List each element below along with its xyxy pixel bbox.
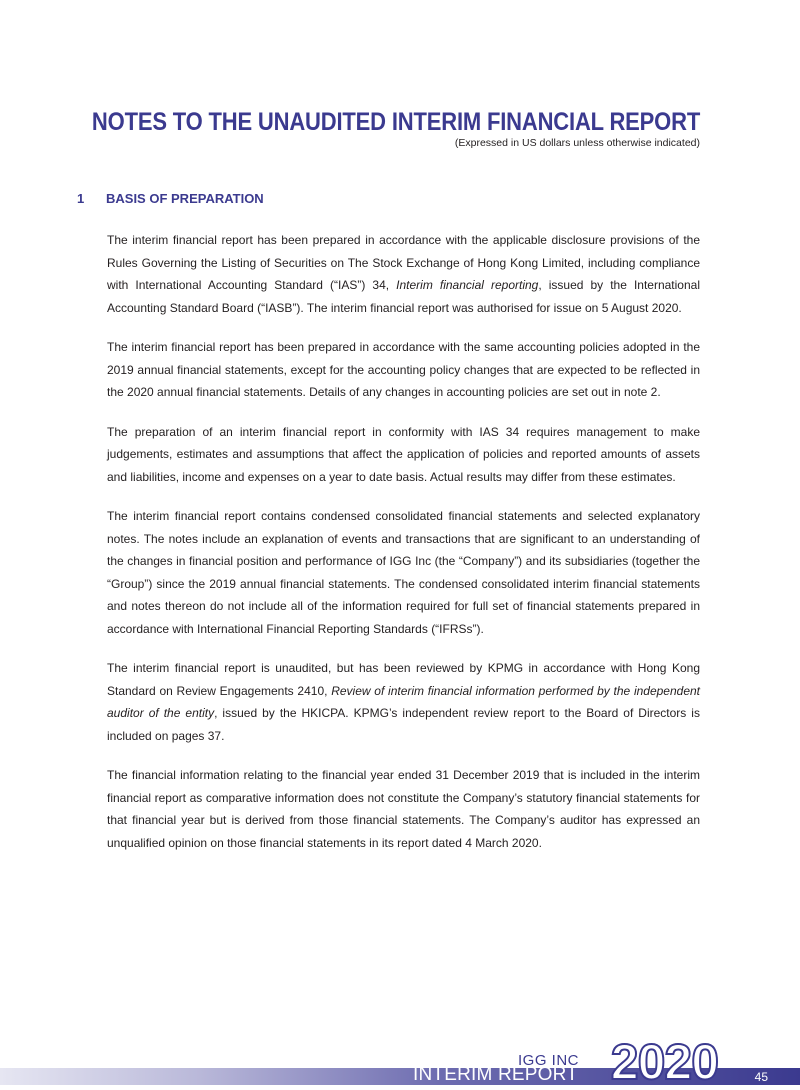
paragraph-1-text-b: , issued by the International Accounting Standard Board (“IASB”). The interim financial report was authorised for issue on 5 August 2020.: [107, 278, 700, 315]
page-number: 45: [754, 1070, 768, 1084]
paragraph-5-text-a: The interim financial report is unaudited, but has been reviewed by KPMG in accordance with Hong Kong Standard on Review Engagements 2410,: [107, 661, 700, 698]
section-heading: [77, 191, 264, 206]
page-subtitle: (Expressed in US dollars unless otherwise indicated): [454, 137, 700, 149]
paragraph-5: [107, 657, 700, 747]
footer-year-logo: 2020: [610, 1034, 718, 1090]
paragraph-1-text-a: The interim financial report has been prepared in accordance with the applicable disclosure provisions of the Rules Governing the Listing of Securities on The Stock Exchange of Hong Kong Limited, including compliance with International Accounting Standard (“IAS”) 34,: [107, 233, 700, 292]
paragraph-3: The preparation of an interim financial report in conformity with IAS 34 requires management to make judgements, estimates and assumptions that affect the application of policies and reported amounts of assets and liabilities, income and expenses on a year to date basis. Actual results may differ from these estimates.: [107, 424, 700, 484]
paragraph-5-text-b: , issued by the HKICPA. KPMG’s independent review report to the Board of Directors is included on pages 37.: [107, 706, 700, 743]
paragraph-4: The interim financial report contains condensed consolidated financial statements and selected explanatory notes. The notes include an explanation of events and transactions that are significant to an understanding of the changes in financial position and performance of IGG Inc (the “Company”) and its subsidiaries (together the “Group”) since the 2019 annual financial statements. The condensed consolidated interim financial statements and notes thereon do not include all of the information required for full set of financial statements prepared in accordance with International Financial Reporting Standards (“IFRSs”).: [107, 509, 700, 636]
section-title: BASIS OF PREPARATION: [106, 191, 264, 206]
section-number: 1: [77, 191, 85, 206]
footer-report-name: INTERIM REPORT: [412, 1064, 578, 1085]
paragraph-2: The interim financial report has been prepared in accordance with the same accounting policies adopted in the 2019 annual financial statements, except for the accounting policy changes that are expected to be reflected in the 2020 annual financial statements. Details of any changes in accounting policies are set out in note 2.: [107, 340, 700, 399]
page-title: NOTES TO THE UNAUDITED INTERIM FINANCIAL REPORT: [91, 108, 700, 136]
page-footer: [0, 1034, 800, 1090]
paragraph-1: [107, 229, 700, 319]
paragraph-1-italic: Interim financial reporting: [396, 278, 539, 292]
section-body: [107, 229, 700, 871]
footer-company-name: IGG INC: [517, 1052, 579, 1069]
paragraph-5-italic: Review of interim financial information performed by the independent auditor of the entity: [107, 683, 701, 720]
page-header: [9, 108, 700, 149]
paragraph-6: The financial information relating to the financial year ended 31 December 2019 that is included in the interim financial report as comparative information does not constitute the Company’s statutory financial statements for that financial year but is derived from those financial statements. The Company’s auditor has expressed an unqualified opinion on those financial statements in its report dated 4 March 2020.: [107, 768, 700, 850]
